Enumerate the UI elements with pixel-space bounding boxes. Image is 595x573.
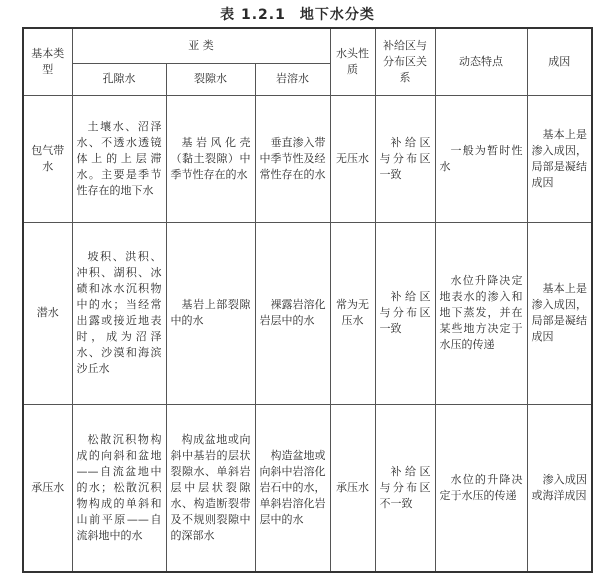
table-title: 地下水分类 (299, 7, 375, 23)
cell-type: 包气带水 (23, 95, 72, 222)
cell-type: 承压水 (23, 404, 72, 572)
cell-karst: 垂直渗入带中季节性及经常性存在的水 (255, 95, 330, 222)
cell-pore: 土壤水、沼泽水、不透水透镜体上的上层滞水。主要是季节性存在的地下水 (72, 95, 166, 222)
cell-fissure: 构成盆地或向斜中基岩的层状裂隙水、单斜岩层中层状裂隙水、构造断裂带及不规则裂隙中的深部水 (166, 404, 255, 572)
table-row (23, 404, 592, 572)
cell-pressure: 承压水 (330, 404, 375, 572)
header-pore-water: 孔隙水 (72, 63, 166, 95)
header-subtype-group: 亚 类 (72, 28, 330, 63)
cell-fissure: 基岩上部裂隙中的水 (166, 222, 255, 404)
cell-type: 潜水 (23, 222, 72, 404)
cell-recharge: 补给区与分布区一致 (375, 95, 435, 222)
header-row-1 (23, 28, 592, 63)
header-fissure-water: 裂隙水 (166, 63, 255, 95)
header-pressure: 水头性质 (330, 28, 375, 95)
cell-dynamics: 一般为暂时性水 (435, 95, 527, 222)
table-row (23, 95, 592, 222)
cell-origin: 渗入成因或海洋成因 (527, 404, 592, 572)
cell-pressure: 无压水 (330, 95, 375, 222)
header-origin: 成因 (527, 28, 592, 95)
cell-origin: 基本上是渗入成因，局部是凝结成因 (527, 95, 592, 222)
cell-recharge: 补给区与分布区一致 (375, 222, 435, 404)
cell-pressure: 常为无压水 (330, 222, 375, 404)
cell-dynamics: 水位的升降决定于水压的传递 (435, 404, 527, 572)
cell-karst: 构造盆地或向斜中岩溶化岩石中的水，单斜岩溶化岩层中的水 (255, 404, 330, 572)
table-number: 表 1.2.1 (220, 7, 286, 23)
header-dynamics: 动态特点 (435, 28, 527, 95)
cell-dynamics: 水位升降决定地表水的渗入和地下蒸发，并在某些地方决定于水压的传递 (435, 222, 527, 404)
table-caption (0, 4, 595, 24)
groundwater-classification-table (22, 27, 593, 573)
cell-origin: 基本上是渗入成因，局部是凝结成因 (527, 222, 592, 404)
cell-karst: 裸露岩溶化岩层中的水 (255, 222, 330, 404)
table-row (23, 222, 592, 404)
cell-fissure: 基岩风化壳（黏土裂隙）中季节性存在的水 (166, 95, 255, 222)
header-basic-type: 基本类型 (23, 28, 72, 95)
header-recharge: 补给区与分布区关系 (375, 28, 435, 95)
cell-recharge: 补给区与分布区不一致 (375, 404, 435, 572)
cell-pore: 坡积、洪积、冲积、湖积、冰碛和冰水沉积物中的水；当经常出露或接近地表时，成为沼泽水、沙漠和海滨沙丘水 (72, 222, 166, 404)
header-karst-water: 岩溶水 (255, 63, 330, 95)
cell-pore: 松散沉积物构成的向斜和盆地——自流盆地中的水；松散沉积物构成的单斜和山前平原——自流斜地中的水 (72, 404, 166, 572)
